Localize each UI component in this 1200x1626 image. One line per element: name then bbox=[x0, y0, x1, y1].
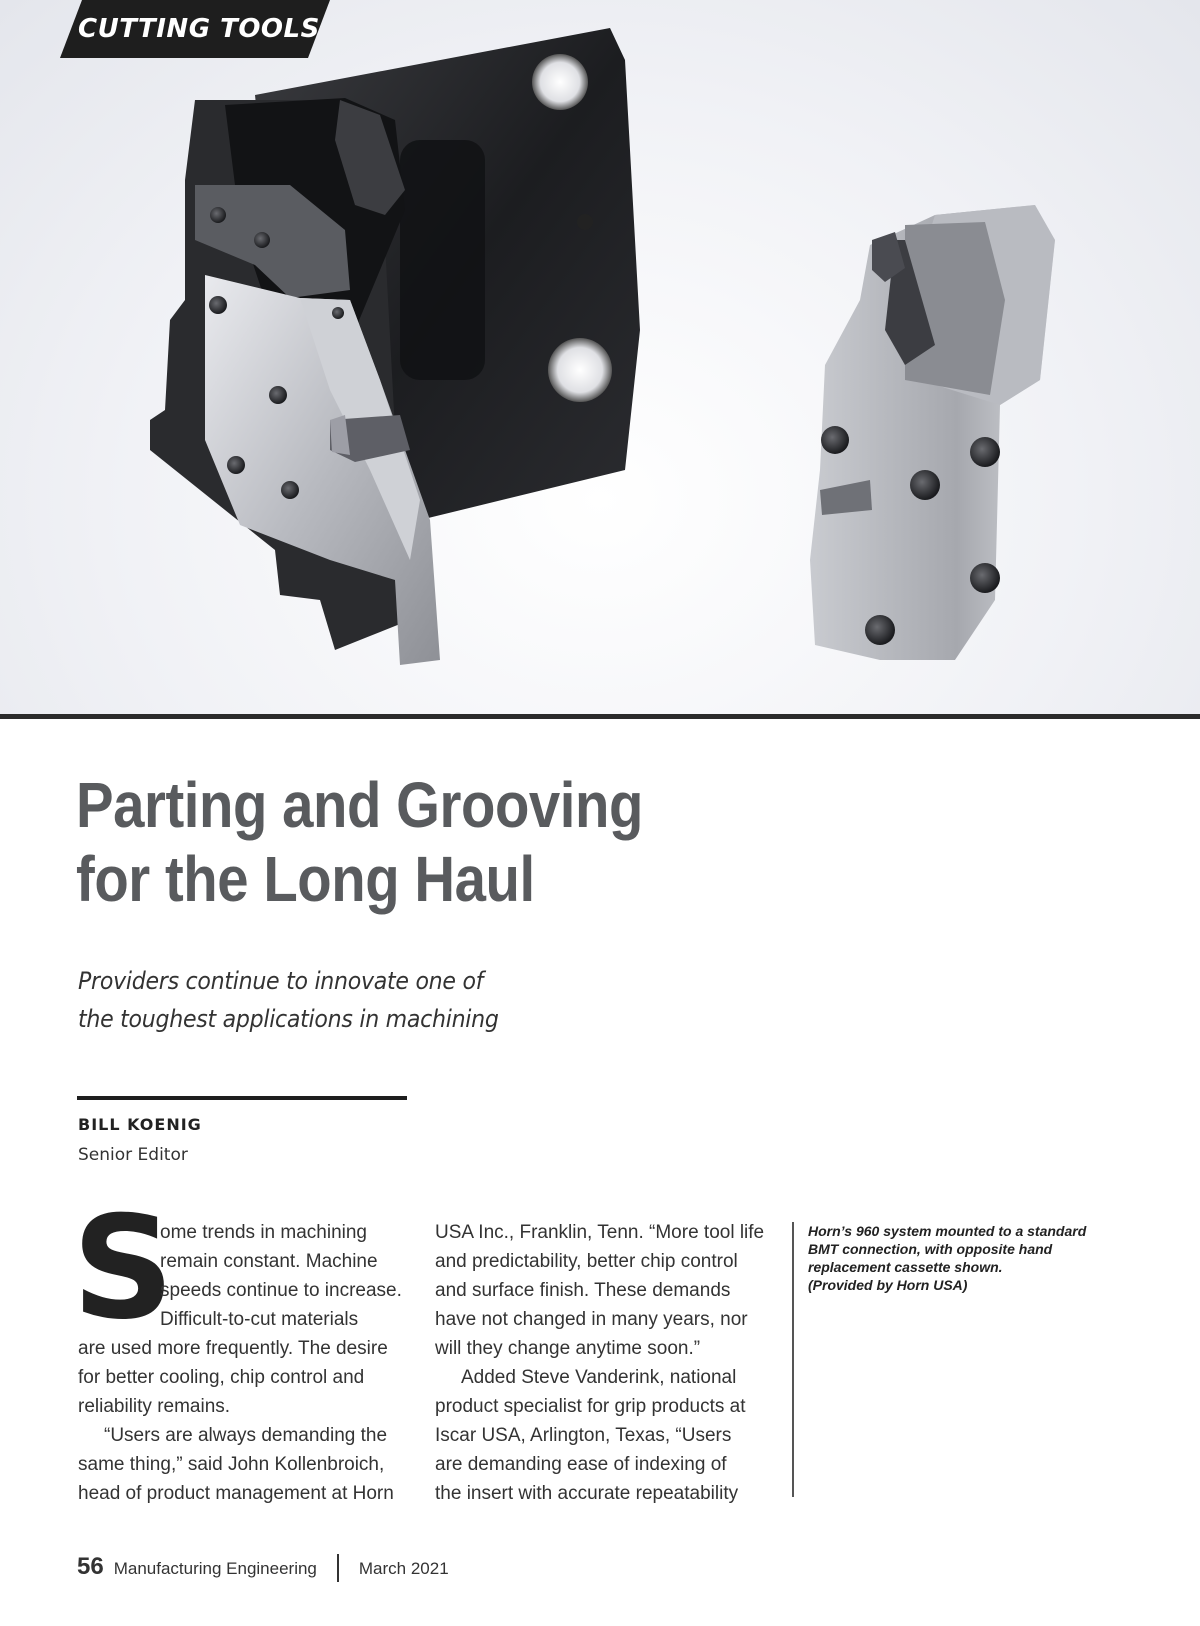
body-line: product specialist for grip products at bbox=[435, 1396, 746, 1417]
body-line: Added Steve Vanderink, national bbox=[461, 1367, 737, 1388]
deck-subtitle bbox=[78, 962, 499, 1038]
page-number: 56 bbox=[77, 1553, 104, 1580]
body-line: Difficult-to-cut materials bbox=[160, 1309, 359, 1330]
headline bbox=[76, 768, 643, 916]
body-line: are used more frequently. The desire bbox=[78, 1338, 388, 1359]
body-line: “Users are always demanding the bbox=[104, 1425, 388, 1446]
body-line: speeds continue to increase. bbox=[160, 1280, 402, 1301]
photo-divider bbox=[0, 714, 1200, 719]
body-line: remain constant. Machine bbox=[160, 1251, 378, 1272]
footer-separator bbox=[337, 1554, 339, 1582]
headline-line-2: for the Long Haul bbox=[76, 843, 535, 915]
byline-rule bbox=[77, 1096, 407, 1100]
photo-caption bbox=[808, 1222, 1138, 1294]
body-line: and surface finish. These demands bbox=[435, 1280, 731, 1301]
publication-name: Manufacturing Engineering bbox=[113, 1559, 317, 1578]
caption-line: replacement cassette shown. bbox=[808, 1259, 1003, 1275]
body-line: ome trends in machining bbox=[160, 1222, 367, 1243]
body-line: are demanding ease of indexing of bbox=[435, 1454, 727, 1475]
body-line: will they change anytime soon.” bbox=[435, 1338, 701, 1359]
section-tag-label: CUTTING TOOLS bbox=[78, 14, 320, 44]
body-line: the insert with accurate repeatability bbox=[435, 1483, 739, 1504]
body-line: for better cooling, chip control and bbox=[78, 1367, 365, 1388]
tool-illustration bbox=[0, 0, 1200, 714]
caption-line: BMT connection, with opposite hand bbox=[808, 1241, 1053, 1257]
body-line: same thing,” said John Kollenbroich, bbox=[78, 1454, 385, 1475]
deck-line-1: Providers continue to innovate one of bbox=[78, 967, 484, 995]
body-column-2 bbox=[435, 1218, 765, 1508]
body-column-1 bbox=[78, 1218, 408, 1508]
caption-line: Horn’s 960 system mounted to a standard bbox=[808, 1223, 1087, 1239]
hero-photo bbox=[0, 0, 1200, 714]
caption-rule bbox=[792, 1222, 794, 1497]
author-name: BILL KOENIG bbox=[78, 1115, 202, 1134]
body-line: Iscar USA, Arlington, Texas, “Users bbox=[435, 1425, 732, 1446]
caption-line: (Provided by Horn USA) bbox=[808, 1277, 968, 1293]
page-footer bbox=[77, 1553, 449, 1583]
issue-date: March 2021 bbox=[358, 1559, 449, 1578]
section-tag bbox=[60, 0, 330, 58]
body-line: head of product management at Horn bbox=[78, 1483, 394, 1504]
body-line: and predictability, better chip control bbox=[435, 1251, 738, 1272]
drop-cap: S bbox=[72, 1186, 175, 1351]
body-line: have not changed in many years, nor bbox=[435, 1309, 748, 1330]
body-line: reliability remains. bbox=[78, 1396, 231, 1417]
body-line: USA Inc., Franklin, Tenn. “More tool life bbox=[435, 1222, 765, 1243]
author-title: Senior Editor bbox=[78, 1145, 188, 1165]
headline-line-1: Parting and Grooving bbox=[76, 769, 643, 841]
deck-line-2: the toughest applications in machining bbox=[78, 1005, 499, 1033]
